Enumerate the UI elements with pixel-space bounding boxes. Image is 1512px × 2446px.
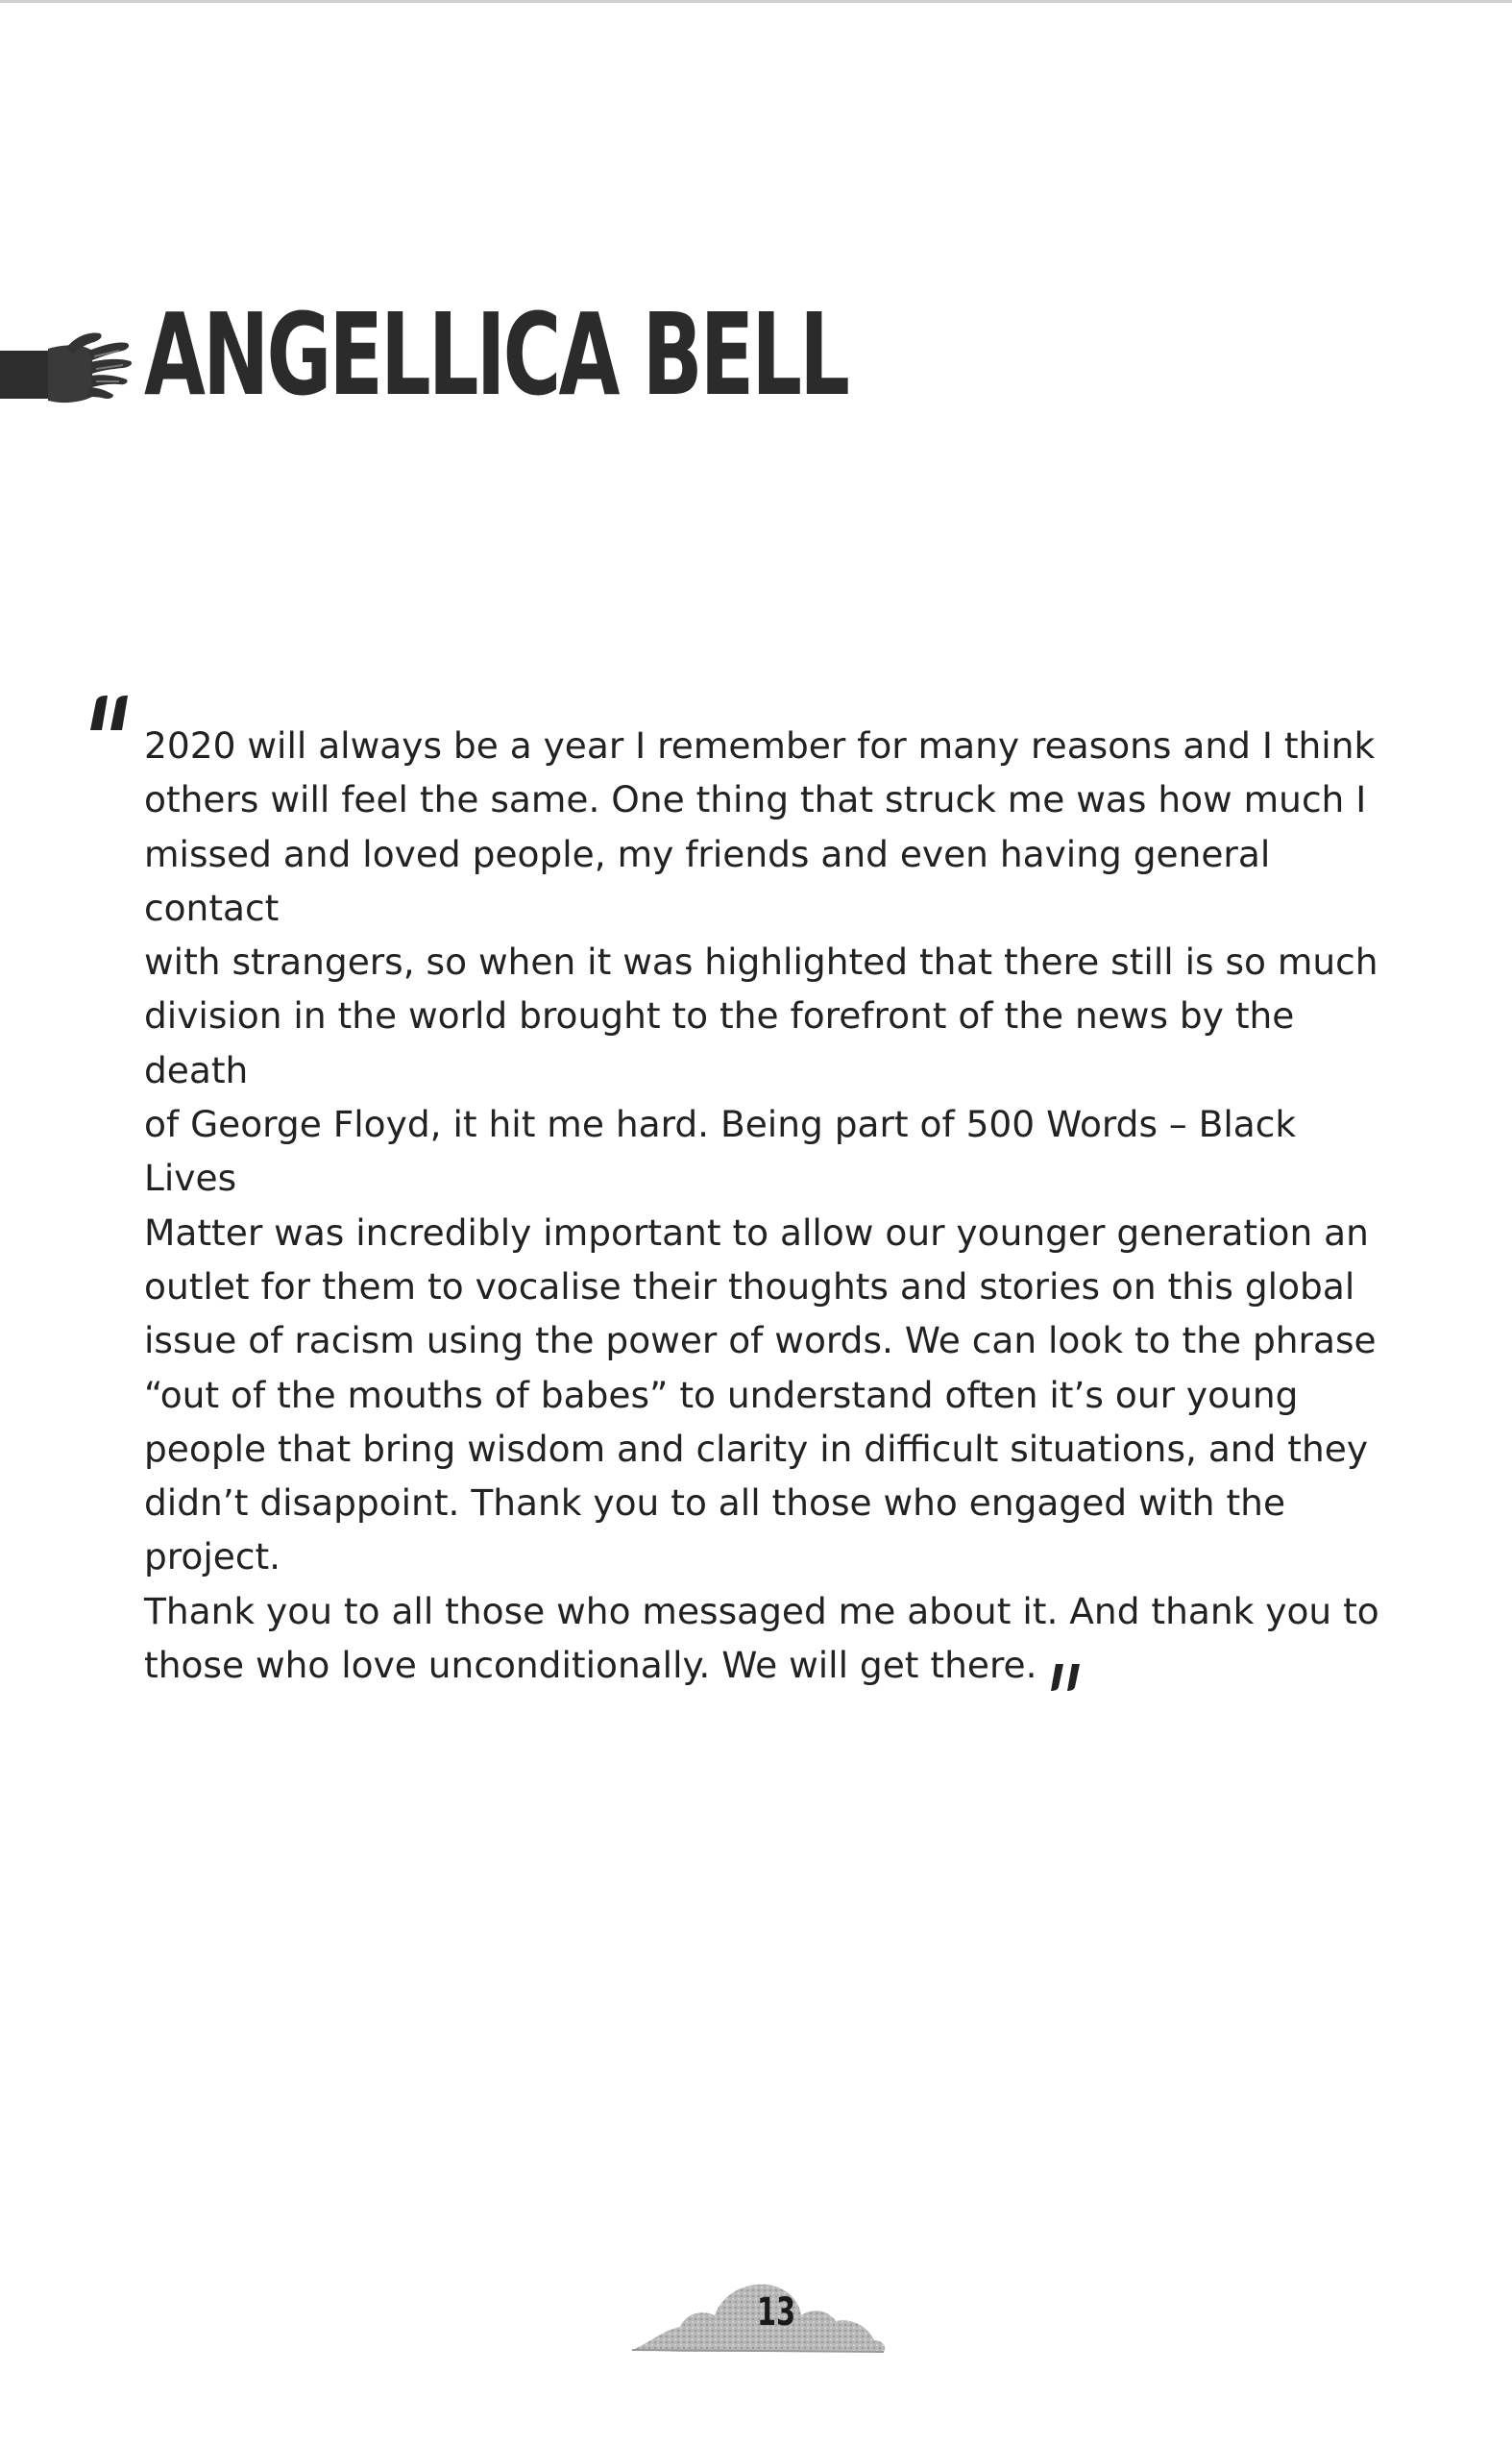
quote-line: of George Floyd, it hit me hard. Being part of 500 Words – Black Lives <box>144 1103 1297 1200</box>
quote-line: outlet for them to vocalise their thoughts and stories on this global <box>144 1264 1355 1308</box>
page-number: 13 <box>756 2290 796 2335</box>
open-quote-icon <box>86 694 131 732</box>
quote-line: with strangers, so when it was highlighted that there still is so much <box>144 941 1378 984</box>
quote-line: “out of the mouths of babes” to understand often it’s our young <box>144 1373 1299 1416</box>
quote-line: missed and loved people, my friends and even having general contact <box>144 832 1271 929</box>
header <box>0 288 961 432</box>
quote-line: Matter was incredibly important to allow our younger generation an <box>144 1211 1369 1254</box>
quote-line: people that bring wisdom and clarity in difficult situations, and they <box>144 1427 1369 1470</box>
close-quote-icon <box>1045 1658 1084 1691</box>
quote-line: division in the world brought to the forefront of the news by the death <box>144 994 1295 1091</box>
top-rule <box>0 0 1512 3</box>
page-title: ANGELLICA BELL <box>144 288 848 421</box>
hand-icon <box>0 330 134 416</box>
quote-line: others will feel the same. One thing that struck me was how much I <box>144 778 1367 821</box>
quote-line: 2020 will always be a year I remember for many reasons and I think <box>144 724 1376 767</box>
quote-line: those who love unconditionally. We will get there. <box>144 1644 1037 1687</box>
quote-line: issue of racism using the power of words. We can look to the phrase <box>144 1319 1377 1362</box>
quote-line: didn’t disappoint. Thank you to all those who engaged with the project. <box>144 1481 1286 1578</box>
quote-block <box>144 719 1393 1692</box>
quote-line: Thank you to all those who messaged me about it. And thank you to <box>144 1589 1379 1632</box>
quote-text <box>144 719 1393 1692</box>
